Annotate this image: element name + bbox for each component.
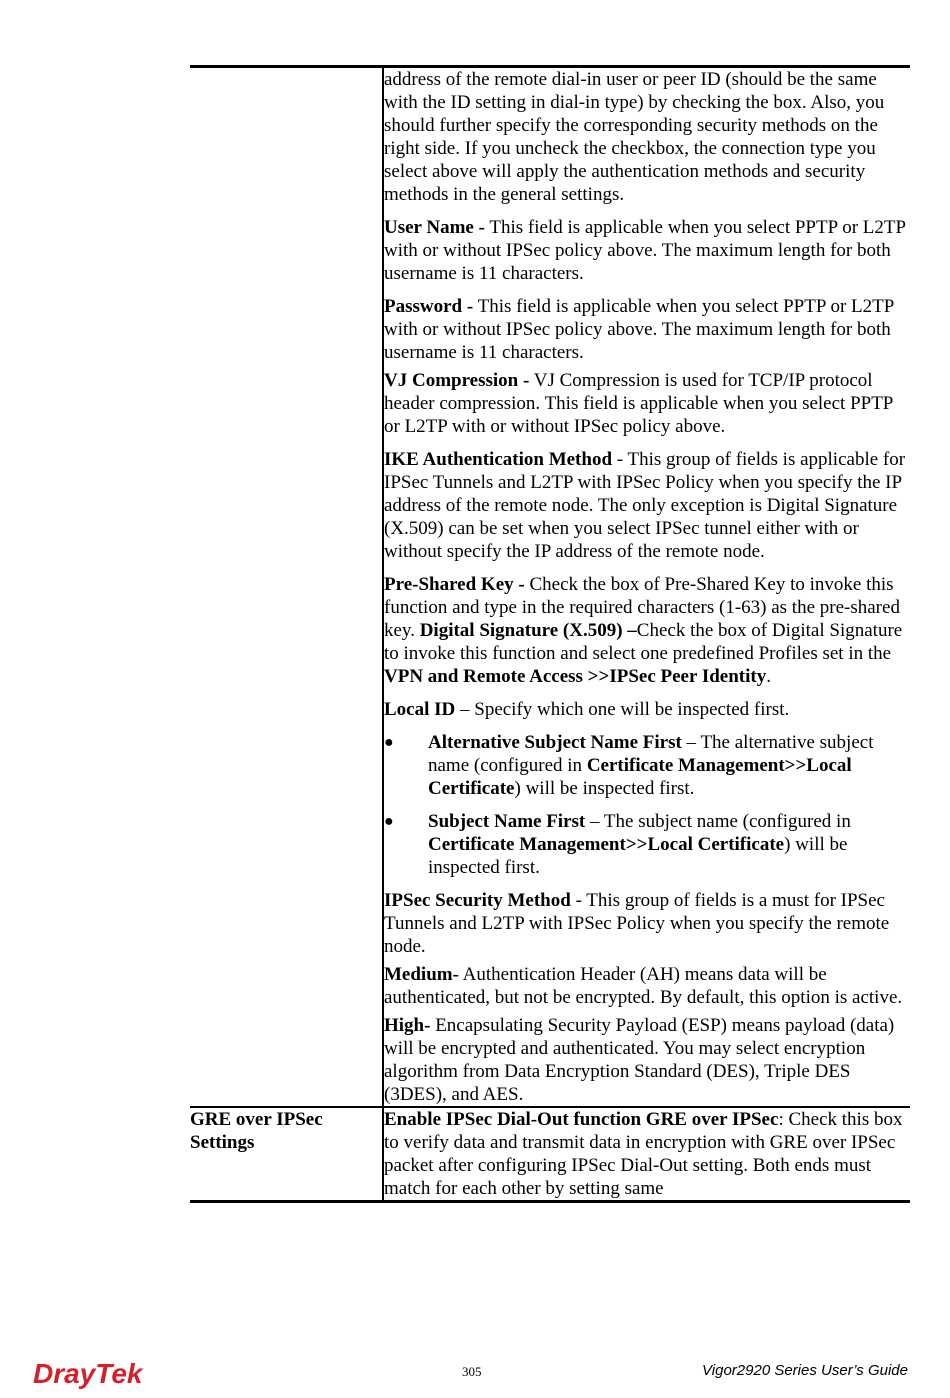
high-term: High-	[384, 1015, 431, 1036]
gre-enable-desc: : Check this box to verify data and transmit data in encryption with GRE over IPSec packet after configuring IPSec Dial-Out setting. Both ends must match for each other by setting same	[384, 1109, 903, 1199]
local-id-term: Local ID	[384, 699, 456, 720]
digital-signature-desc: Check the box of Digital Signature to invoke this function and select one predefined Profiles set in the	[384, 620, 903, 664]
gre-description-cell	[383, 1107, 910, 1202]
alt-subject-end: ) will be inspected first.	[514, 778, 695, 799]
alt-subject-desc: – The alternative subject name (configured in	[428, 732, 874, 776]
bullet-icon: ●	[384, 813, 394, 830]
peer-identity-menu-path: VPN and Remote Access >>IPSec Peer Identity	[384, 666, 767, 687]
ike-desc: - This group of fields is applicable for IPSec Tunnels and L2TP with IPSec Policy when you specify the IP address of the remote node. The only exception is Digital Signature (X.509) can be set when you select IPSec tunnel either with or without specify the IP address of the remote node.	[384, 449, 906, 562]
draytek-logo: DrayTek	[33, 1358, 143, 1389]
high-paragraph	[384, 1014, 910, 1106]
ipsec-method-paragraph	[384, 889, 910, 958]
local-id-paragraph	[384, 698, 910, 721]
user-name-term: User Name -	[384, 217, 485, 238]
local-id-desc: – Specify which one will be inspected first.	[455, 699, 790, 720]
page-number: 305	[462, 1364, 482, 1379]
vj-compression-desc: VJ Compression is used for TCP/IP protocol header compression. This field is applicable when you select PPTP or L2TP with or without IPSec policy above.	[384, 370, 893, 437]
subject-menu-path: Certificate Management>>Local Certificate	[428, 834, 785, 855]
list-item	[384, 810, 910, 879]
high-desc: Encapsulating Security Payload (ESP) means payload (data) will be encrypted and authenticated. You may select encryption algorithm from Data Encryption Standard (DES), Triple DES (3DES), and AES.	[384, 1015, 895, 1105]
description-cell	[383, 67, 910, 1108]
pre-shared-key-desc: Check the box of Pre-Shared Key to invoke this function and type in the required characters (1-63) as the pre-shared key.	[384, 574, 900, 641]
ipsec-method-term: IPSec Security Method	[384, 890, 571, 911]
pre-shared-key-paragraph	[384, 573, 910, 688]
guide-title: Vigor2920 Series User’s Guide	[702, 1362, 908, 1379]
table-row	[190, 1107, 910, 1202]
intro-paragraph: address of the remote dial-in user or peer ID (should be the same with the ID setting in dial-in type) by checking the box. Also, you should further specify the corresponding security methods on the right side. If you uncheck the checkbox, the connection type you select above will apply the authentication methods and security methods in the general settings.	[384, 69, 885, 205]
pre-shared-key-term: Pre-Shared Key -	[384, 574, 525, 595]
medium-term: Medium-	[384, 964, 459, 985]
ike-term: IKE Authentication Method	[384, 449, 613, 470]
medium-paragraph	[384, 963, 910, 1009]
medium-desc: Authentication Header (AH) means data will be authenticated, but not be encrypted. By default, this option is active.	[384, 964, 903, 1008]
digital-signature-end: .	[766, 666, 771, 687]
password-term: Password -	[384, 296, 474, 317]
bullet-text	[428, 810, 910, 879]
settings-table	[190, 65, 910, 1203]
digital-signature-term: Digital Signature (X.509) –	[419, 620, 637, 641]
subject-term: Subject Name First	[428, 811, 586, 832]
list-item	[384, 731, 910, 800]
vj-compression-term: VJ Compression -	[384, 370, 530, 391]
password-desc: This field is applicable when you select PPTP or L2TP with or without IPSec policy above. The maximum length for both username is 11 characters.	[384, 296, 894, 363]
ike-paragraph	[384, 448, 910, 563]
user-name-paragraph	[384, 216, 910, 285]
subject-end: ) will be inspected first.	[428, 834, 848, 878]
bullet-text	[428, 731, 910, 800]
password-paragraph	[384, 295, 910, 364]
alt-subject-term: Alternative Subject Name First	[428, 732, 682, 753]
ipsec-method-desc: - This group of fields is a must for IPSec Tunnels and L2TP with IPSec Policy when you specify the remote node.	[384, 890, 890, 957]
user-name-desc: This field is applicable when you select PPTP or L2TP with or without IPSec policy above. The maximum length for both username is 11 characters.	[384, 217, 906, 284]
alt-subject-menu-path: Certificate Management>>Local Certificate	[428, 755, 852, 799]
table-row	[190, 67, 910, 1108]
left-cell-empty	[190, 67, 383, 1108]
bullet-icon: ●	[384, 734, 394, 751]
gre-enable-term: Enable IPSec Dial-Out function GRE over IPSec	[384, 1109, 779, 1130]
subject-desc: – The subject name (configured in	[585, 811, 851, 832]
gre-settings-label: GRE over IPSec Settings	[190, 1107, 383, 1202]
vj-compression-paragraph	[384, 369, 910, 438]
gre-paragraph	[384, 1108, 910, 1200]
